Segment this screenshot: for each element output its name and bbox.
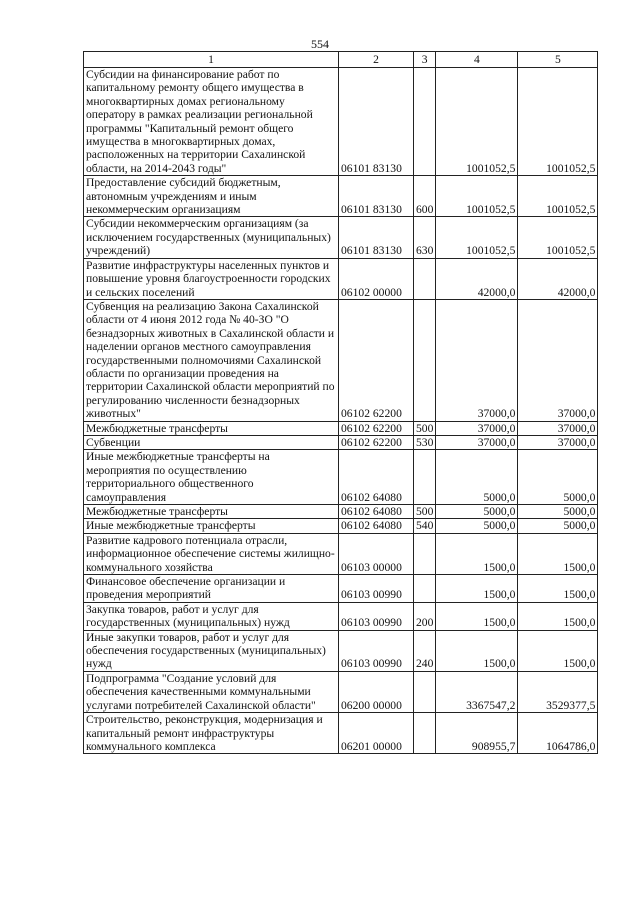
row-code: 06102 62200 <box>339 299 414 421</box>
row-code: 06101 83130 <box>339 176 414 217</box>
table-row <box>84 713 598 754</box>
row-code: 06200 00000 <box>339 671 414 712</box>
row-expense-type: 530 <box>414 435 436 449</box>
row-amount-1: 1500,0 <box>436 602 518 630</box>
row-amount-2: 1001052,5 <box>518 176 598 217</box>
row-name: Закупка товаров, работ и услуг для государственных (муниципальных) нужд <box>84 602 339 630</box>
row-expense-type <box>414 533 436 574</box>
row-amount-1: 1001052,5 <box>436 217 518 258</box>
table-row <box>84 421 598 435</box>
row-name: Развитие кадрового потенциала отрасли, информационное обеспечение системы жилищно-коммунального хозяйства <box>84 533 339 574</box>
header-col-5: 5 <box>518 52 598 68</box>
row-amount-2: 1500,0 <box>518 575 598 603</box>
header-row <box>84 52 598 68</box>
row-name: Иные межбюджетные трансферты на мероприятия по осуществлению территориального общественного самоуправления <box>84 450 339 505</box>
row-amount-1: 5000,0 <box>436 505 518 519</box>
table-row <box>84 217 598 258</box>
row-amount-2: 37000,0 <box>518 299 598 421</box>
table-row <box>84 68 598 176</box>
row-expense-type: 500 <box>414 505 436 519</box>
table-row <box>84 435 598 449</box>
table-row <box>84 519 598 533</box>
row-name: Субсидии некоммерческим организациям (за исключением государственных (муниципальных) учреждений) <box>84 217 339 258</box>
row-code: 06103 00990 <box>339 602 414 630</box>
row-name: Субвенция на реализацию Закона Сахалинской области от 4 июня 2012 года № 40-ЗО "О безнадзорных животных в Сахалинской области и наделении органов местного самоуправления государственными полномочиями Сахалинской области по организации проведения на территории Сахалинской области мероприятий по регулированию численности безнадзорных животных" <box>84 299 339 421</box>
row-code: 06102 00000 <box>339 258 414 299</box>
row-code: 06101 83130 <box>339 68 414 176</box>
page-number: 554 <box>311 37 329 51</box>
row-amount-1: 37000,0 <box>436 421 518 435</box>
row-name: Межбюджетные трансферты <box>84 421 339 435</box>
row-code: 06102 64080 <box>339 450 414 505</box>
row-name: Финансовое обеспечение организации и проведения мероприятий <box>84 575 339 603</box>
row-expense-type: 540 <box>414 519 436 533</box>
row-expense-type: 600 <box>414 176 436 217</box>
row-amount-2: 5000,0 <box>518 450 598 505</box>
row-name: Предоставление субсидий бюджетным, автономным учреждениям и иным некоммерческим организациям <box>84 176 339 217</box>
row-code: 06102 62200 <box>339 421 414 435</box>
header-col-3: 3 <box>414 52 436 68</box>
table-row <box>84 575 598 603</box>
row-amount-2: 1064786,0 <box>518 713 598 754</box>
row-amount-1: 5000,0 <box>436 519 518 533</box>
header-col-1: 1 <box>84 52 339 68</box>
row-name: Иные закупки товаров, работ и услуг для обеспечения государственных (муниципальных) нужд <box>84 630 339 671</box>
row-expense-type <box>414 258 436 299</box>
table-row <box>84 602 598 630</box>
row-amount-1: 1001052,5 <box>436 68 518 176</box>
row-expense-type <box>414 671 436 712</box>
row-amount-1: 1500,0 <box>436 533 518 574</box>
row-expense-type <box>414 713 436 754</box>
row-amount-2: 37000,0 <box>518 421 598 435</box>
table-row <box>84 533 598 574</box>
row-amount-1: 37000,0 <box>436 299 518 421</box>
row-expense-type <box>414 575 436 603</box>
row-amount-2: 1500,0 <box>518 630 598 671</box>
row-name: Строительство, реконструкция, модернизация и капитальный ремонт инфраструктуры коммунального комплекса <box>84 713 339 754</box>
row-amount-2: 5000,0 <box>518 505 598 519</box>
header-col-4: 4 <box>436 52 518 68</box>
row-name: Иные межбюджетные трансферты <box>84 519 339 533</box>
row-name: Субсидии на финансирование работ по капитальному ремонту общего имущества в многоквартирных домах региональному оператору в рамках реализации региональной программы "Капитальный ремонт общего имущества в многоквартирных домах, расположенных на территории Сахалинской области, на 2014-2043 годы" <box>84 68 339 176</box>
row-amount-2: 3529377,5 <box>518 671 598 712</box>
row-code: 06102 64080 <box>339 505 414 519</box>
row-amount-1: 1500,0 <box>436 630 518 671</box>
table-row <box>84 671 598 712</box>
row-expense-type <box>414 68 436 176</box>
row-amount-1: 42000,0 <box>436 258 518 299</box>
row-expense-type: 240 <box>414 630 436 671</box>
row-name: Подпрограмма "Создание условий для обеспечения качественными коммунальными услугами потребителей Сахалинской области" <box>84 671 339 712</box>
row-amount-2: 37000,0 <box>518 435 598 449</box>
row-code: 06103 00990 <box>339 575 414 603</box>
row-amount-2: 1001052,5 <box>518 217 598 258</box>
row-name: Субвенции <box>84 435 339 449</box>
budget-table <box>83 51 598 754</box>
row-code: 06103 00000 <box>339 533 414 574</box>
row-amount-1: 3367547,2 <box>436 671 518 712</box>
table-row <box>84 450 598 505</box>
table-row <box>84 299 598 421</box>
row-name: Межбюджетные трансферты <box>84 505 339 519</box>
row-name: Развитие инфраструктуры населенных пунктов и повышение уровня благоустроенности городских и сельских поселений <box>84 258 339 299</box>
row-code: 06103 00990 <box>339 630 414 671</box>
row-expense-type <box>414 450 436 505</box>
row-code: 06102 62200 <box>339 435 414 449</box>
row-amount-1: 5000,0 <box>436 450 518 505</box>
table-row <box>84 176 598 217</box>
row-amount-1: 37000,0 <box>436 435 518 449</box>
table-row <box>84 258 598 299</box>
row-amount-2: 1500,0 <box>518 602 598 630</box>
row-expense-type: 200 <box>414 602 436 630</box>
row-amount-1: 908955,7 <box>436 713 518 754</box>
row-amount-2: 42000,0 <box>518 258 598 299</box>
row-amount-1: 1500,0 <box>436 575 518 603</box>
row-amount-2: 1001052,5 <box>518 68 598 176</box>
row-amount-1: 1001052,5 <box>436 176 518 217</box>
row-code: 06102 64080 <box>339 519 414 533</box>
row-amount-2: 5000,0 <box>518 519 598 533</box>
table-row <box>84 505 598 519</box>
table-row <box>84 630 598 671</box>
row-expense-type <box>414 299 436 421</box>
row-expense-type: 500 <box>414 421 436 435</box>
row-code: 06201 00000 <box>339 713 414 754</box>
row-expense-type: 630 <box>414 217 436 258</box>
row-code: 06101 83130 <box>339 217 414 258</box>
row-amount-2: 1500,0 <box>518 533 598 574</box>
header-col-2: 2 <box>339 52 414 68</box>
